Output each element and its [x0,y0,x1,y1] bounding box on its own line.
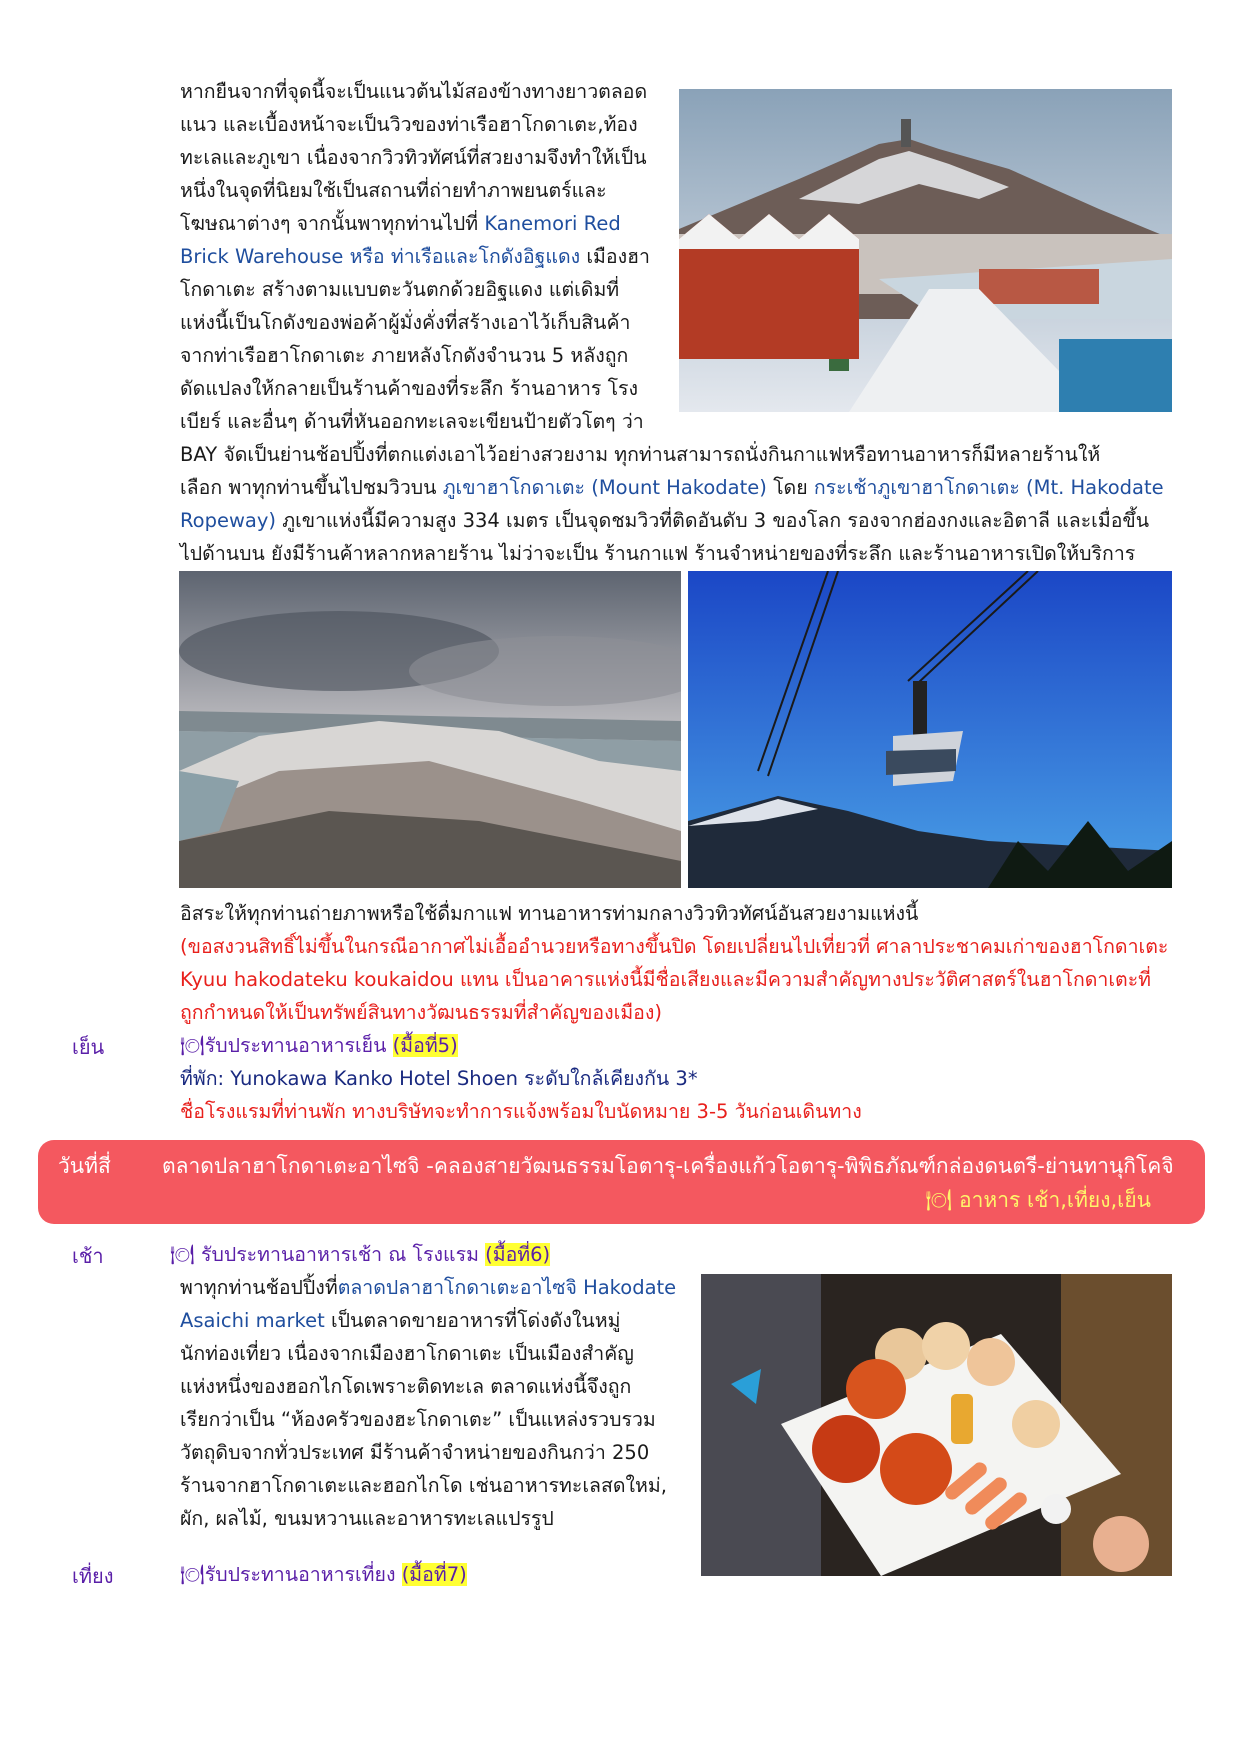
market-line-5: เรียกว่าเป็น “ห้องครัวของฮะโกดาเตะ” เป็นแหล่งรวบรวม [180,1408,656,1431]
lunch-label: เที่ยง [72,1564,114,1588]
intro-text: โฆษณาต่างๆ จากนั้นพาทุกท่านไปที่ [180,212,479,235]
lunch-text: รับประทานอาหารเที่ยง [204,1563,396,1586]
kanemori-link-cont[interactable]: Brick Warehouse หรือ ท่าเรือและโกดังอิฐแดง [180,245,581,268]
market-line-7: ร้านจากฮาโกดาเตะและฮอกไกโด เช่นอาหารทะเลสดใหม่, [180,1474,667,1497]
dinner-label: เย็น [72,1035,105,1059]
intro-line-9: จากท่าเรือฮาโกดาเตะ ภายหลังโกดังจำนวน 5 หลังถูก [180,344,629,367]
breakfast-text: รับประทานอาหารเช้า ณ โรงแรม [200,1243,479,1266]
intro-line-3: ทะเลและภูเขา เนื่องจากวิวทิวทัศน์ที่สวยงามจึงทำให้เป็น [180,146,647,169]
asaichi-market-link-cont[interactable]: Asaichi market [180,1309,325,1332]
dish-icon: 🍽 [170,1243,195,1266]
intro-line-11: เบียร์ และอื่นๆ ด้านที่หันออกทะเลจะเขียนป้ายตัวโตๆ ว่า [180,410,644,433]
hotel-line: ที่พัก: Yunokawa Kanko Hotel Shoen ระดับใกล้เคียงกัน 3* [180,1067,698,1090]
asaichi-market-link[interactable]: ตลาดปลาฮาโกดาเตะอาไซจิ Hakodate [337,1276,677,1299]
intro-line-8: แห่งนี้เป็นโกดังของพ่อค้าผู้มั่งคั่งที่สร้างเอาไว้เก็บสินค้า [180,311,631,334]
market-line-4: แห่งหนึ่งของฮอกไกโดเพราะติดทะเล ตลาดแห่งนี้จึงถูก [180,1375,632,1398]
seafood-platter-photo [701,1274,1172,1576]
dish-icon: 🍽 [180,1563,205,1586]
shopping-line: BAY จัดเป็นย่านช้อปปิ้งที่ตกแต่งเอาไว้อย่างสวยงาม ทุกท่านสามารถนั่งกินกาแฟหรือทานอาหารก็มีหลายร้านให้ [180,443,1101,466]
hakodate-city-view-photo [179,571,681,888]
reservation-note-line-3: ถูกกำหนดให้เป็นทรัพย์สินทางวัฒนธรรมที่สำคัญของเมือง) [180,1001,663,1024]
intro-line-4: หนึ่งในจุดที่นิยมใช้เป็นสถานที่ถ่ายทำภาพยนตร์และ [180,179,607,202]
mountain-text: ภูเขาแห่งนี้มีความสูง 334 เมตร เป็นจุดชมวิวที่ติดอันดับ 3 ของโลก รองจากฮ่องกงและอิตาลี และเมื่อขึ้น [282,509,1150,532]
market-line-2 [180,1304,620,1337]
market-line-8: ผัก, ผลไม้, ขนมหวานและอาหารทะเลแปรรูป [180,1507,554,1530]
intro-line-7: โกดาเตะ สร้างตามแบบตะวันตกด้วยอิฐแดง แต่เดิมที่ [180,278,620,301]
intro-line-1: หากยืนจากที่จุดนี้จะเป็นแนวต้นไม้สองข้างทางยาวตลอด [180,80,648,103]
intro-line-5 [180,207,621,240]
hakodate-ropeway-photo [688,571,1172,888]
ropeway-text: เลือก พาทุกท่านขึ้นไปชมวิวบน [180,476,437,499]
dinner-text: รับประทานอาหารเย็น [204,1034,387,1057]
intro-line-10: ดัดแปลงให้กลายเป็นร้านค้าของที่ระลึก ร้านอาหาร โรง [180,377,639,400]
meal-number-badge: (มื้อที่5) [392,1034,458,1057]
mount-hakodate-link[interactable]: ภูเขาฮาโกดาเตะ (Mount Hakodate) [442,476,767,499]
hotel-notice: ชื่อโรงแรมที่ท่านพัก ทางบริษัทจะทำการแจ้งพร้อมใบนัดหมาย 3-5 วันก่อนเดินทาง [180,1100,862,1123]
intro-text: เมืองฮา [586,245,650,268]
reservation-note-line-2: Kyuu hakodateku koukaidou แทน เป็นอาคารแห่งนี้มีชื่อเสียงและมีความสำคัญทางประวัติศาสตร์ในฮาโกดาเตะที่ [180,968,1152,991]
hakodate-ropeway-link[interactable]: กระเช้าภูเขาฮาโกดาเตะ (Mt. Hakodate [813,476,1164,499]
intro-line-2: แนว และเบื้องหน้าจะเป็นวิวของท่าเรือฮาโกดาเตะ,ท้อง [180,113,638,136]
market-line-3: นักท่องเที่ยว เนื่องจากเมืองฮาโกดาเตะ เป็นเมืองสำคัญ [180,1342,634,1365]
mountain-line [180,504,1149,537]
intro-line-6 [180,240,650,273]
market-text: เป็นตลาดขายอาหารที่โด่งดังในหมู่ [330,1309,621,1332]
day-meals [926,1184,1151,1217]
free-time-line: อิสระให้ทุกท่านถ่ายภาพหรือใช้ดื่มกาแฟ ทานอาหารท่ามกลางวิวทิวทัศน์อันสวยงามแห่งนี้ [180,902,919,925]
reservation-note-line-1: (ขอสงวนสิทธิ์ไม่ขึ้นในกรณีอากาศไม่เอื้ออำนวยหรือทางขึ้นปิด โดยเปลี่ยนไปเที่ยวที่ ศาลาประชาคมเก่าของฮาโกดาเตะ [180,935,1169,958]
ropeway-text: โดย [773,476,808,499]
kanemori-link[interactable]: Kanemori Red [484,212,621,235]
dish-icon: 🍽 [180,1034,205,1057]
meal-number-badge: (มื้อที่7) [401,1563,467,1586]
red-brick-warehouse-photo [679,89,1172,412]
market-line-1 [180,1271,676,1304]
dinner-line [180,1029,458,1062]
breakfast-line [170,1238,550,1271]
market-text: พาทุกท่านช้อปปิ้งที่ [180,1276,338,1299]
day-four-banner [38,1140,1205,1224]
breakfast-label: เช้า [72,1244,104,1268]
ropeway-line [180,471,1164,504]
dish-icon: 🍽 [925,1188,953,1212]
hakodate-ropeway-link-cont[interactable]: Ropeway) [180,509,277,532]
day-route: ตลาดปลาฮาโกดาเตะอาไซจิ -คลองสายวัฒนธรรมโอตารุ-เครื่องแก้วโอตารุ-พิพิธภัณฑ์กล่องดนตรี-ย่านทานุกิโคจิ [162,1154,1174,1178]
meals-text: อาหาร เช้า,เที่ยง,เย็น [959,1188,1151,1212]
lunch-line [180,1558,467,1591]
meal-number-badge: (มื้อที่6) [485,1243,551,1266]
summit-line: ไปด้านบน ยังมีร้านค้าหลากหลายร้าน ไม่ว่าจะเป็น ร้านกาแฟ ร้านจำหน่ายของที่ระลึก และร้านอาหารเปิดให้บริการ [180,542,1136,565]
market-line-6: วัตถุดิบจากทั่วประเทศ มีร้านค้าจำหน่ายของกินกว่า 250 [180,1441,650,1464]
day-title: วันที่สี่ [58,1154,111,1178]
